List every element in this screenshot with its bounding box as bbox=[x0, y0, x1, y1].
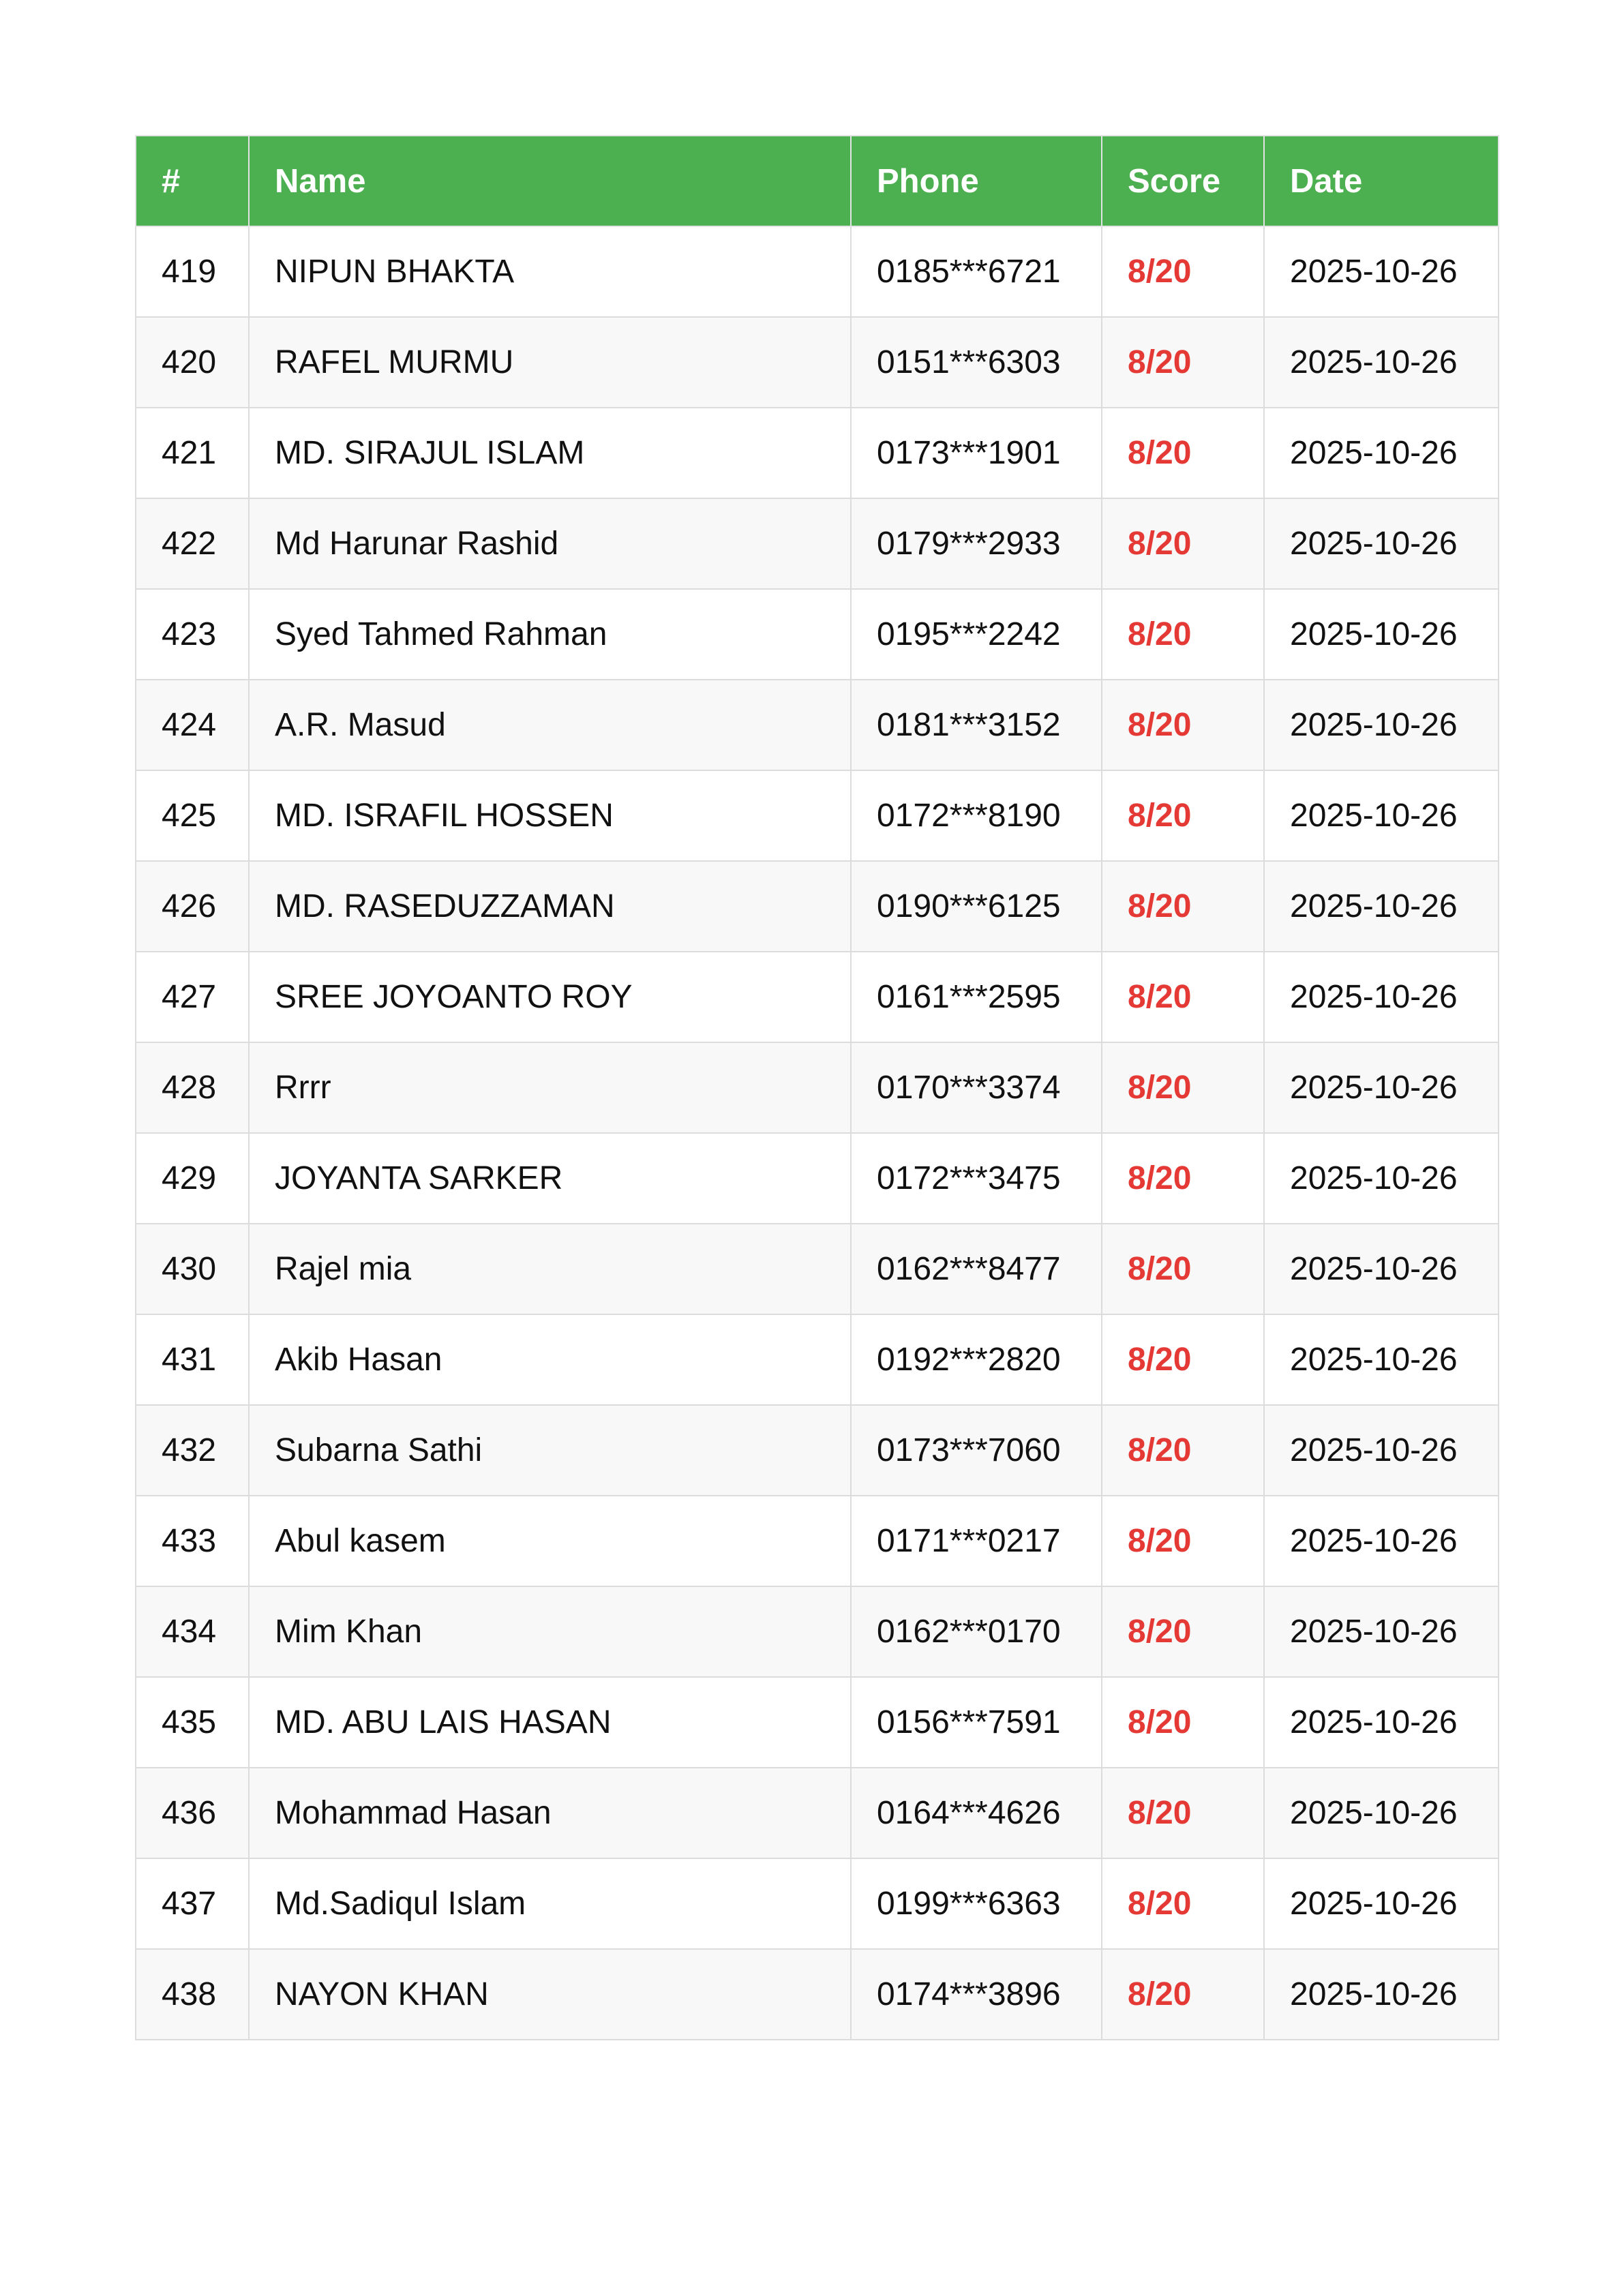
cell-phone: 0174***3896 bbox=[851, 1949, 1102, 2040]
cell-score: 8/20 bbox=[1102, 1224, 1264, 1314]
cell-name: NIPUN BHAKTA bbox=[249, 226, 851, 317]
cell-number: 423 bbox=[136, 589, 249, 680]
cell-name: Mohammad Hasan bbox=[249, 1768, 851, 1858]
table-row bbox=[136, 498, 1499, 589]
cell-phone: 0195***2242 bbox=[851, 589, 1102, 680]
cell-number: 419 bbox=[136, 226, 249, 317]
cell-phone: 0181***3152 bbox=[851, 680, 1102, 770]
cell-score: 8/20 bbox=[1102, 317, 1264, 408]
cell-date: 2025-10-26 bbox=[1264, 1586, 1499, 1677]
cell-name: MD. ABU LAIS HASAN bbox=[249, 1677, 851, 1768]
cell-name: JOYANTA SARKER bbox=[249, 1133, 851, 1224]
cell-number: 433 bbox=[136, 1496, 249, 1586]
cell-score: 8/20 bbox=[1102, 952, 1264, 1042]
cell-number: 429 bbox=[136, 1133, 249, 1224]
cell-name: Md.Sadiqul Islam bbox=[249, 1858, 851, 1949]
cell-date: 2025-10-26 bbox=[1264, 498, 1499, 589]
table-row bbox=[136, 1314, 1499, 1405]
cell-date: 2025-10-26 bbox=[1264, 317, 1499, 408]
cell-phone: 0185***6721 bbox=[851, 226, 1102, 317]
cell-score: 8/20 bbox=[1102, 498, 1264, 589]
cell-name: Mim Khan bbox=[249, 1586, 851, 1677]
cell-score: 8/20 bbox=[1102, 1949, 1264, 2040]
column-header-name: Name bbox=[249, 136, 851, 226]
column-header-phone: Phone bbox=[851, 136, 1102, 226]
table-row bbox=[136, 952, 1499, 1042]
cell-phone: 0170***3374 bbox=[851, 1042, 1102, 1133]
cell-phone: 0172***3475 bbox=[851, 1133, 1102, 1224]
cell-score: 8/20 bbox=[1102, 770, 1264, 861]
cell-date: 2025-10-26 bbox=[1264, 680, 1499, 770]
cell-name: Rajel mia bbox=[249, 1224, 851, 1314]
table-row bbox=[136, 317, 1499, 408]
table-row bbox=[136, 1858, 1499, 1949]
table-row bbox=[136, 1042, 1499, 1133]
cell-name: Subarna Sathi bbox=[249, 1405, 851, 1496]
cell-number: 425 bbox=[136, 770, 249, 861]
cell-name: SREE JOYOANTO ROY bbox=[249, 952, 851, 1042]
cell-score: 8/20 bbox=[1102, 1405, 1264, 1496]
cell-name: Abul kasem bbox=[249, 1496, 851, 1586]
cell-score: 8/20 bbox=[1102, 1496, 1264, 1586]
cell-name: MD. ISRAFIL HOSSEN bbox=[249, 770, 851, 861]
column-header-score: Score bbox=[1102, 136, 1264, 226]
table-body bbox=[136, 226, 1499, 2040]
cell-date: 2025-10-26 bbox=[1264, 1314, 1499, 1405]
table-row bbox=[136, 680, 1499, 770]
cell-score: 8/20 bbox=[1102, 1133, 1264, 1224]
cell-phone: 0192***2820 bbox=[851, 1314, 1102, 1405]
cell-name: MD. SIRAJUL ISLAM bbox=[249, 408, 851, 498]
table-row bbox=[136, 1405, 1499, 1496]
table-row bbox=[136, 589, 1499, 680]
cell-phone: 0173***1901 bbox=[851, 408, 1102, 498]
cell-score: 8/20 bbox=[1102, 1042, 1264, 1133]
cell-date: 2025-10-26 bbox=[1264, 589, 1499, 680]
cell-date: 2025-10-26 bbox=[1264, 952, 1499, 1042]
cell-number: 437 bbox=[136, 1858, 249, 1949]
cell-name: NAYON KHAN bbox=[249, 1949, 851, 2040]
cell-date: 2025-10-26 bbox=[1264, 1224, 1499, 1314]
table-header-row bbox=[136, 136, 1499, 226]
cell-phone: 0179***2933 bbox=[851, 498, 1102, 589]
cell-phone: 0162***0170 bbox=[851, 1586, 1102, 1677]
cell-score: 8/20 bbox=[1102, 1858, 1264, 1949]
table-row bbox=[136, 1949, 1499, 2040]
cell-number: 434 bbox=[136, 1586, 249, 1677]
cell-date: 2025-10-26 bbox=[1264, 1496, 1499, 1586]
cell-phone: 0156***7591 bbox=[851, 1677, 1102, 1768]
cell-score: 8/20 bbox=[1102, 1768, 1264, 1858]
cell-score: 8/20 bbox=[1102, 680, 1264, 770]
cell-name: Akib Hasan bbox=[249, 1314, 851, 1405]
cell-number: 422 bbox=[136, 498, 249, 589]
table-row bbox=[136, 1677, 1499, 1768]
cell-number: 427 bbox=[136, 952, 249, 1042]
cell-phone: 0151***6303 bbox=[851, 317, 1102, 408]
cell-number: 436 bbox=[136, 1768, 249, 1858]
table-row bbox=[136, 1496, 1499, 1586]
cell-name: MD. RASEDUZZAMAN bbox=[249, 861, 851, 952]
cell-phone: 0164***4626 bbox=[851, 1768, 1102, 1858]
cell-number: 438 bbox=[136, 1949, 249, 2040]
cell-number: 430 bbox=[136, 1224, 249, 1314]
cell-number: 435 bbox=[136, 1677, 249, 1768]
cell-name: Syed Tahmed Rahman bbox=[249, 589, 851, 680]
table-row bbox=[136, 408, 1499, 498]
cell-score: 8/20 bbox=[1102, 1586, 1264, 1677]
cell-phone: 0199***6363 bbox=[851, 1858, 1102, 1949]
cell-number: 421 bbox=[136, 408, 249, 498]
cell-number: 424 bbox=[136, 680, 249, 770]
cell-score: 8/20 bbox=[1102, 226, 1264, 317]
cell-date: 2025-10-26 bbox=[1264, 1133, 1499, 1224]
table-row bbox=[136, 1133, 1499, 1224]
table-row bbox=[136, 1224, 1499, 1314]
cell-date: 2025-10-26 bbox=[1264, 1677, 1499, 1768]
cell-name: A.R. Masud bbox=[249, 680, 851, 770]
cell-date: 2025-10-26 bbox=[1264, 1042, 1499, 1133]
cell-score: 8/20 bbox=[1102, 861, 1264, 952]
cell-phone: 0172***8190 bbox=[851, 770, 1102, 861]
cell-name: Rrrr bbox=[249, 1042, 851, 1133]
cell-date: 2025-10-26 bbox=[1264, 861, 1499, 952]
cell-phone: 0161***2595 bbox=[851, 952, 1102, 1042]
table-row bbox=[136, 861, 1499, 952]
cell-phone: 0190***6125 bbox=[851, 861, 1102, 952]
cell-date: 2025-10-26 bbox=[1264, 1405, 1499, 1496]
column-header-date: Date bbox=[1264, 136, 1499, 226]
table-row bbox=[136, 770, 1499, 861]
cell-date: 2025-10-26 bbox=[1264, 770, 1499, 861]
cell-number: 426 bbox=[136, 861, 249, 952]
results-table bbox=[135, 135, 1499, 2040]
table-row bbox=[136, 1586, 1499, 1677]
cell-name: Md Harunar Rashid bbox=[249, 498, 851, 589]
cell-name: RAFEL MURMU bbox=[249, 317, 851, 408]
cell-date: 2025-10-26 bbox=[1264, 1768, 1499, 1858]
cell-phone: 0173***7060 bbox=[851, 1405, 1102, 1496]
cell-score: 8/20 bbox=[1102, 1314, 1264, 1405]
cell-score: 8/20 bbox=[1102, 1677, 1264, 1768]
cell-number: 428 bbox=[136, 1042, 249, 1133]
column-header-number: # bbox=[136, 136, 249, 226]
cell-number: 420 bbox=[136, 317, 249, 408]
cell-score: 8/20 bbox=[1102, 589, 1264, 680]
cell-number: 432 bbox=[136, 1405, 249, 1496]
cell-date: 2025-10-26 bbox=[1264, 1858, 1499, 1949]
cell-score: 8/20 bbox=[1102, 408, 1264, 498]
table-row bbox=[136, 226, 1499, 317]
cell-number: 431 bbox=[136, 1314, 249, 1405]
cell-date: 2025-10-26 bbox=[1264, 226, 1499, 317]
table-row bbox=[136, 1768, 1499, 1858]
cell-phone: 0171***0217 bbox=[851, 1496, 1102, 1586]
table-header bbox=[136, 136, 1499, 226]
cell-phone: 0162***8477 bbox=[851, 1224, 1102, 1314]
cell-date: 2025-10-26 bbox=[1264, 408, 1499, 498]
cell-date: 2025-10-26 bbox=[1264, 1949, 1499, 2040]
